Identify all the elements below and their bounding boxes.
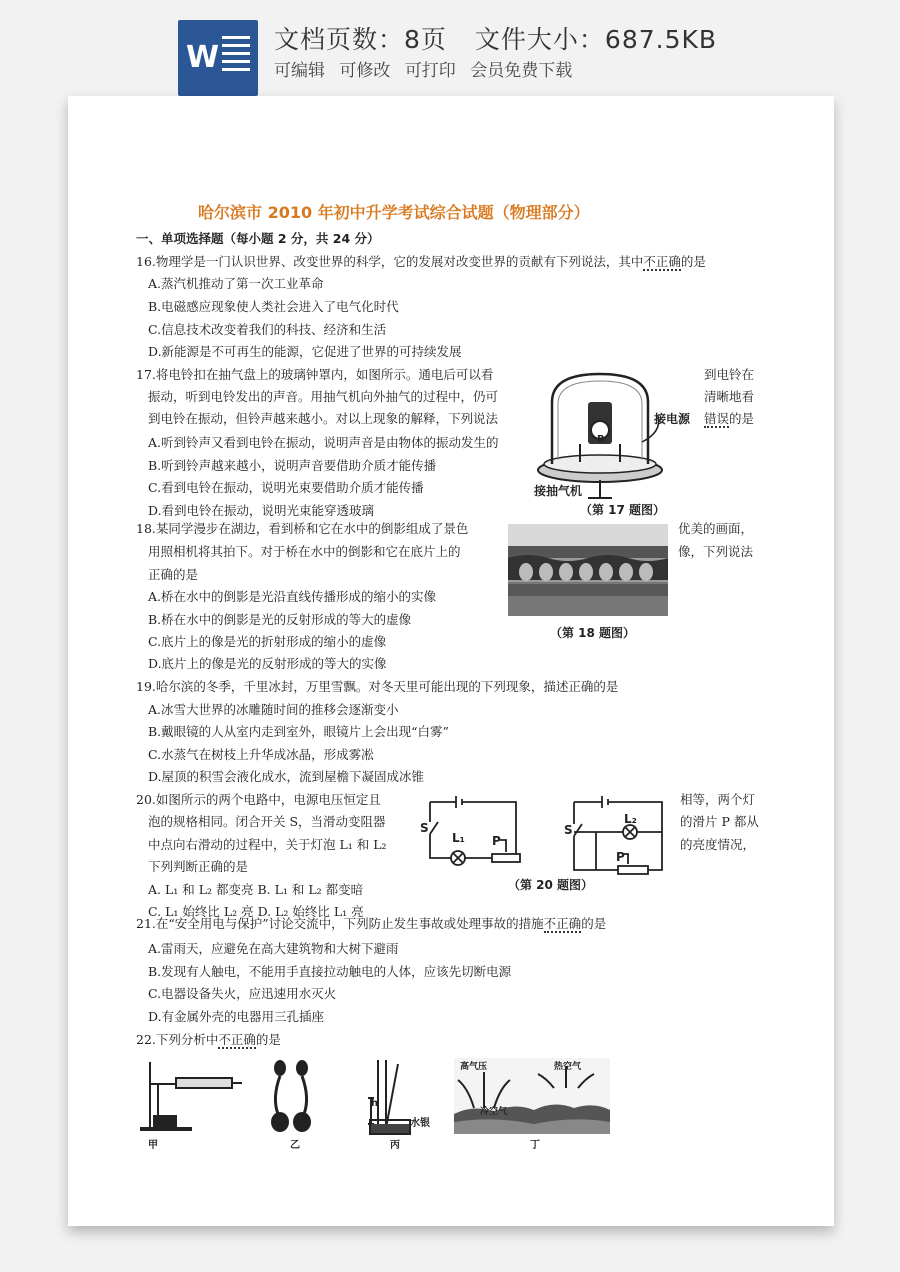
q17-line-1: 17.将电铃扣在抽气盘上的玻璃钟罩内，如图所示。通电后可以看 (136, 367, 494, 382)
figure-18-caption: （第 18 题图） (550, 626, 636, 640)
q17-line-3: 到电铃在振动，但铃声越来越小。对以上现象的解释，下列说法 (148, 411, 499, 426)
q20-line-2-end: 的滑片 P 都从 (680, 814, 759, 829)
q19-option-c: C.水蒸气在树枝上升华成冰晶，形成雾凇 (148, 747, 374, 762)
q16-option-b: B.电磁感应现象使人类社会进入了电气化时代 (148, 299, 399, 314)
circuit1-switch-label: S (420, 821, 429, 835)
q20-line-1: 20.如图所示的两个电路中，电源电压恒定且 (136, 792, 381, 807)
q17-option-a: A.听到铃声又看到电铃在振动，说明声音是由物体的振动发生的 (148, 435, 499, 450)
q18-option-d: D.底片上的像是光的反射形成的等大的实像 (148, 656, 387, 671)
power-label: 接电源 (654, 412, 691, 426)
q19-option-a: A.冰雪大世界的冰雕随时间的推移会逐渐变小 (148, 702, 399, 717)
q17-line-3-end: 错误的是 (704, 411, 755, 426)
cold-air-label: 冷空气 (480, 1107, 508, 1117)
q19-option-b: B.戴眼镜的人从室内走到室外，眼镜片上会出现“白雾” (148, 724, 449, 739)
word-doc-icon: W (178, 20, 258, 96)
figure-yi-spoons (268, 1058, 318, 1138)
page-count: 文档页数：8页 (274, 25, 447, 54)
q20-line-2: 泡的规格相同。闭合开关 S，当滑动变阻器 (148, 814, 386, 829)
document-page (68, 96, 834, 1226)
label-yi: 乙 (290, 1140, 300, 1151)
download-banner (0, 0, 900, 96)
label-ding: 丁 (530, 1140, 540, 1151)
label-jia: 甲 (148, 1140, 158, 1151)
q17-line-2: 振动，听到电铃发出的声音。用抽气机向外抽气的过程中，仍可 (148, 389, 499, 404)
q18-line-2: 用照相机将其拍下。对于桥在水中的倒影和它在底片上的 (148, 544, 461, 559)
high-pressure-label: 高气压 (460, 1062, 488, 1072)
q16-option-a: A.蒸汽机推动了第一次工业革命 (148, 276, 324, 291)
figure-jia-syringe (136, 1058, 246, 1138)
q17-line-1-end: 到电铃在 (704, 367, 755, 382)
q21-option-a: A.雷雨天，应避免在高大建筑物和大树下避雨 (148, 941, 399, 956)
q17-option-c: C.看到电铃在振动，说明光束要借助介质才能传播 (148, 480, 424, 495)
q18-line-1: 18.某同学漫步在湖边，看到桥和它在水中的倒影组成了景色 (136, 521, 469, 536)
feature-list (274, 56, 581, 81)
q16-option-d: D.新能源是不可再生的能源，它促进了世界的可持续发展 (148, 344, 462, 359)
mercury-label: 水银 (410, 1118, 430, 1129)
feature-printable: 可打印 (404, 61, 456, 81)
question-21-stem: 21.在“安全用电与保护”讨论交流中，下列防止发生事故或处理事故的措施不正确的是 (136, 916, 607, 931)
height-label: h (371, 1098, 379, 1109)
q20-line-4: 下列判断正确的是 (148, 859, 249, 874)
q18-line-2-end: 像，下列说法 (678, 544, 754, 559)
feature-member-download: 会员免费下载 (470, 61, 573, 81)
file-size: 文件大小：687.5KB (474, 25, 718, 54)
label-bing: 丙 (390, 1140, 400, 1151)
bridge-photo (508, 524, 668, 616)
circuit1-lamp-label: L₁ (452, 831, 465, 845)
q20-line-3-end: 的亮度情况， (680, 837, 756, 852)
q17-option-b: B.听到铃声越来越小，说明声音要借助介质才能传播 (148, 458, 437, 473)
feature-editable: 可编辑 (274, 61, 325, 81)
q18-line-3: 正确的是 (148, 567, 199, 582)
bell-label: B (597, 434, 605, 445)
figure-17-caption: （第 17 题图） (580, 503, 666, 517)
pump-label: 接抽气机 (534, 484, 583, 498)
circuit2-switch-label: S (564, 823, 573, 837)
q17-line-2-end: 清晰地看 (704, 389, 755, 404)
question-22-stem: 22.下列分析中不正确的是 (136, 1032, 281, 1047)
circuit2-lamp-label: L₂ (624, 812, 637, 826)
q18-line-1-end: 优美的画面， (678, 521, 754, 536)
q19-option-d: D.屋顶的积雪会液化成水，流到屋檐下凝固成冰锥 (148, 769, 425, 784)
q18-option-b: B.桥在水中的倒影是光的反射形成的等大的虚像 (148, 612, 412, 627)
q21-option-c: C.电器设备失火，应迅速用水灭火 (148, 986, 337, 1001)
q17-option-d: D.看到电铃在振动，说明光束能穿透玻璃 (148, 503, 375, 518)
q20-options-ab: A. L₁ 和 L₂ 都变亮 B. L₁ 和 L₂ 都变暗 (148, 882, 364, 897)
feature-modifiable: 可修改 (339, 61, 391, 81)
question-19-stem: 19.哈尔滨的冬季，千里冰封，万里雪飘。对冬天里可能出现的下列现象，描述正确的是 (136, 679, 619, 694)
figure-20-caption: （第 20 题图） (508, 878, 594, 892)
q18-option-a: A.桥在水中的倒影是光沿直线传播形成的缩小的实像 (148, 589, 437, 604)
q18-option-c: C.底片上的像是光的折射形成的缩小的虚像 (148, 634, 387, 649)
circuit1-slider-label: P (492, 834, 501, 848)
section-heading: 一、单项选择题（每小题 2 分，共 24 分） (136, 231, 380, 246)
q21-option-d: D.有金属外壳的电器用三孔插座 (148, 1009, 325, 1024)
q21-option-b: B.发现有人触电，不能用手直接拉动触电的人体，应该先切断电源 (148, 964, 512, 979)
q20-options-cd: C. L₁ 始终比 L₂ 亮 D. L₂ 始终比 L₁ 亮 (148, 904, 364, 919)
circuit2-slider-label: P (616, 850, 625, 864)
document-title: 哈尔滨市 2010 年初中升学考试综合试题（物理部分） (198, 203, 590, 222)
file-info (274, 20, 717, 56)
question-16-stem: 16.物理学是一门认识世界、改变世界的科学，它的发展对改变世界的贡献有下列说法，其中不正确的是 (136, 254, 706, 269)
q20-line-1-end: 相等，两个灯 (680, 792, 756, 807)
q16-option-c: C.信息技术改变着我们的科技、经济和生活 (148, 322, 387, 337)
q20-line-3: 中点向右滑动的过程中，关于灯泡 L₁ 和 L₂ (148, 837, 387, 852)
warm-air-label: 热空气 (554, 1062, 582, 1072)
